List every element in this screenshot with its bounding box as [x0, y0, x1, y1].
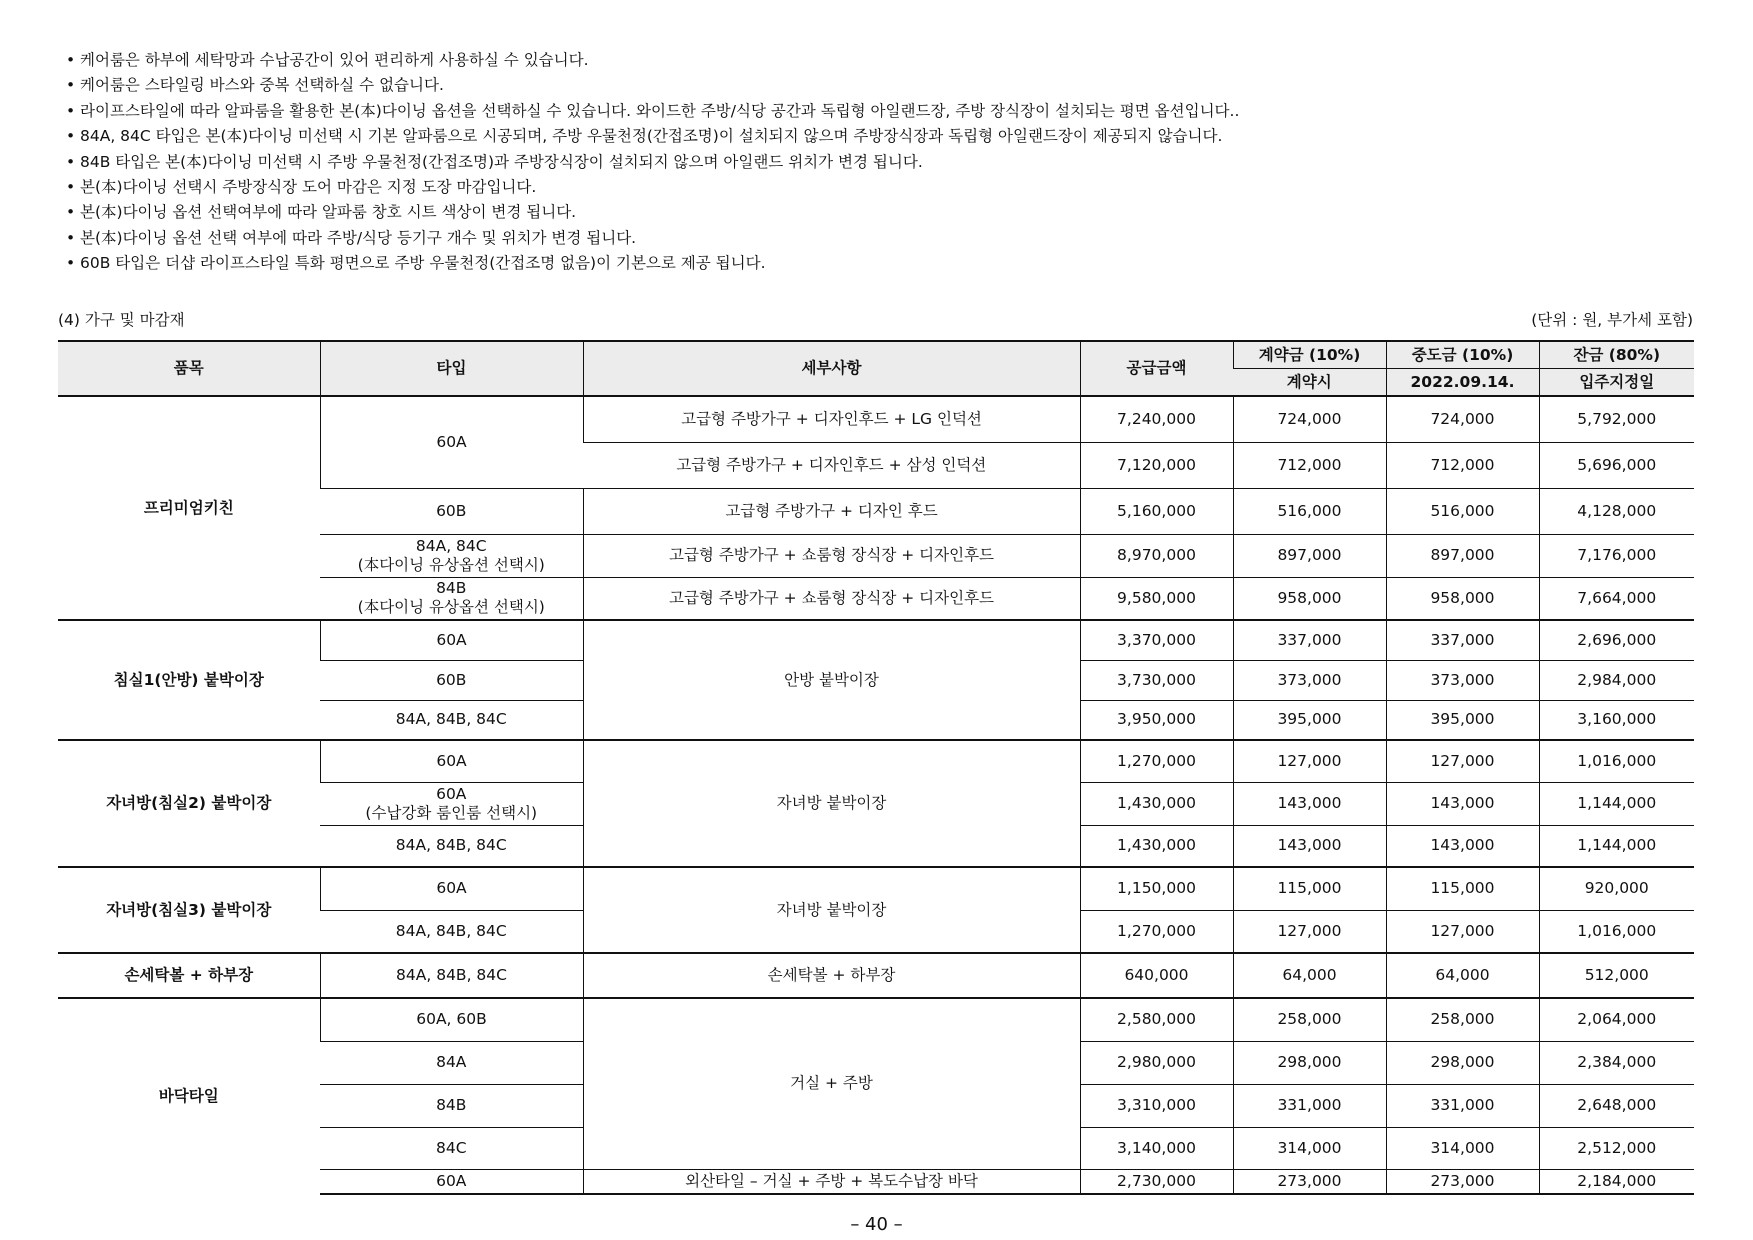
supply-cell: 2,730,000	[1080, 1169, 1233, 1194]
contract-cell: 516,000	[1233, 488, 1386, 534]
balance-cell: 2,384,000	[1539, 1041, 1694, 1084]
type-cell: 84A, 84C (本다이닝 유상옵션 선택시)	[320, 534, 583, 577]
supply-cell: 1,150,000	[1080, 867, 1233, 910]
table-row	[58, 740, 1694, 782]
middle-cell: 273,000	[1386, 1169, 1539, 1194]
bullet-icon: •	[66, 127, 76, 146]
middle-cell: 64,000	[1386, 953, 1539, 998]
balance-cell: 2,512,000	[1539, 1127, 1694, 1169]
supply-cell: 1,430,000	[1080, 782, 1233, 825]
balance-cell: 2,696,000	[1539, 620, 1694, 660]
type-cell: 60A	[320, 740, 583, 782]
bullet-icon: •	[66, 203, 76, 222]
header-type: 타입	[320, 341, 583, 396]
type-cell: 84C	[320, 1127, 583, 1169]
header-contract-when: 계약시	[1233, 369, 1386, 397]
header-item: 품목	[58, 341, 320, 396]
note-item: • 60B 타입은 더샵 라이프스타일 특화 평면으로 주방 우물천정(간접조명 없음)이 기본으로 제공 됩니다.	[66, 251, 1239, 276]
detail-cell: 거실 + 주방	[583, 998, 1080, 1169]
supply-cell: 2,980,000	[1080, 1041, 1233, 1084]
bullet-icon: •	[66, 101, 76, 120]
header-middle-when: 2022.09.14.	[1386, 369, 1539, 397]
supply-cell: 3,310,000	[1080, 1084, 1233, 1127]
table-row	[58, 998, 1694, 1041]
note-item: • 84A, 84C 타입은 본(本)다이닝 미선택 시 기본 알파룸으로 시공되며, 주방 우물천정(간접조명)이 설치되지 않으며 주방장식장과 독립형 아일랜드장이 제공되지 않습니다.	[66, 124, 1239, 149]
supply-cell: 1,270,000	[1080, 740, 1233, 782]
contract-cell: 314,000	[1233, 1127, 1386, 1169]
note-item: • 본(本)다이닝 선택시 주방장식장 도어 마감은 지정 도장 마감입니다.	[66, 175, 1239, 200]
middle-cell: 331,000	[1386, 1084, 1539, 1127]
note-item: • 라이프스타일에 따라 알파룸을 활용한 본(本)다이닝 옵션을 선택하실 수 있습니다. 와이드한 주방/식당 공간과 독립형 아일랜드장, 주방 장식장이 설치되는 평면 옵션입니다..	[66, 99, 1239, 124]
middle-cell: 298,000	[1386, 1041, 1539, 1084]
balance-cell: 1,144,000	[1539, 782, 1694, 825]
contract-cell: 373,000	[1233, 660, 1386, 700]
middle-cell: 958,000	[1386, 577, 1539, 620]
price-table	[58, 340, 1694, 1195]
middle-cell: 127,000	[1386, 910, 1539, 953]
type-cell: 84B (本다이닝 유상옵션 선택시)	[320, 577, 583, 620]
middle-cell: 712,000	[1386, 442, 1539, 488]
contract-cell: 127,000	[1233, 740, 1386, 782]
balance-cell: 2,984,000	[1539, 660, 1694, 700]
bullet-icon: •	[66, 51, 76, 69]
table-row	[58, 620, 1694, 660]
note-item: • 본(本)다이닝 옵션 선택여부에 따라 알파룸 창호 시트 색상이 변경 됩니다.	[66, 200, 1239, 225]
note-item: • 케어룸은 하부에 세탁망과 수납공간이 있어 편리하게 사용하실 수 있습니다.	[66, 48, 1239, 73]
bullet-icon: •	[66, 76, 76, 95]
balance-cell: 920,000	[1539, 867, 1694, 910]
middle-cell: 143,000	[1386, 825, 1539, 867]
supply-cell: 7,240,000	[1080, 396, 1233, 442]
balance-cell: 1,016,000	[1539, 910, 1694, 953]
note-item: • 케어룸은 스타일링 바스와 중복 선택하실 수 없습니다.	[66, 73, 1239, 98]
middle-cell: 897,000	[1386, 534, 1539, 577]
balance-cell: 4,128,000	[1539, 488, 1694, 534]
table-row	[58, 867, 1694, 910]
supply-cell: 1,270,000	[1080, 910, 1233, 953]
balance-cell: 3,160,000	[1539, 700, 1694, 740]
page-number: – 40 –	[850, 1214, 903, 1235]
type-cell: 60B	[320, 660, 583, 700]
type-cell: 84A	[320, 1041, 583, 1084]
header-balance-when: 입주지정일	[1539, 369, 1694, 397]
contract-cell: 115,000	[1233, 867, 1386, 910]
middle-cell: 127,000	[1386, 740, 1539, 782]
table-row	[58, 396, 1694, 442]
contract-cell: 64,000	[1233, 953, 1386, 998]
middle-cell: 337,000	[1386, 620, 1539, 660]
balance-cell: 2,064,000	[1539, 998, 1694, 1041]
item-cell: 프리미엄키친	[143, 498, 234, 517]
balance-cell: 5,792,000	[1539, 396, 1694, 442]
contract-cell: 712,000	[1233, 442, 1386, 488]
detail-cell: 안방 붙박이장	[583, 620, 1080, 740]
detail-cell: 고급형 주방가구 + 디자인 후드	[583, 488, 1080, 534]
middle-cell: 395,000	[1386, 700, 1539, 740]
contract-cell: 143,000	[1233, 782, 1386, 825]
type-cell: 84A, 84B, 84C	[320, 910, 583, 953]
unit-note: (단위 : 원, 부가세 포함)	[1531, 311, 1693, 329]
header-supply: 공급금액	[1080, 341, 1233, 396]
contract-cell: 298,000	[1233, 1041, 1386, 1084]
type-cell: 60B	[320, 488, 583, 534]
contract-cell: 958,000	[1233, 577, 1386, 620]
bullet-icon: •	[66, 228, 76, 247]
contract-cell: 127,000	[1233, 910, 1386, 953]
item-cell: 자녀방(침실3) 붙박이장	[58, 867, 320, 953]
header-row	[58, 341, 1694, 369]
header-contract: 계약금 (10%)	[1233, 341, 1386, 369]
table-row	[58, 953, 1694, 998]
contract-cell: 273,000	[1233, 1169, 1386, 1194]
item-cell: 손세탁볼 + 하부장	[58, 953, 320, 998]
contract-cell: 143,000	[1233, 825, 1386, 867]
detail-cell: 자녀방 붙박이장	[583, 740, 1080, 867]
contract-cell: 258,000	[1233, 998, 1386, 1041]
balance-cell: 2,648,000	[1539, 1084, 1694, 1127]
detail-cell: 자녀방 붙박이장	[583, 867, 1080, 953]
bullet-icon: •	[66, 254, 76, 273]
supply-cell: 1,430,000	[1080, 825, 1233, 867]
type-cell: 84B	[320, 1084, 583, 1127]
supply-cell: 640,000	[1080, 953, 1233, 998]
middle-cell: 143,000	[1386, 782, 1539, 825]
middle-cell: 724,000	[1386, 396, 1539, 442]
supply-cell: 3,370,000	[1080, 620, 1233, 660]
middle-cell: 115,000	[1386, 867, 1539, 910]
balance-cell: 512,000	[1539, 953, 1694, 998]
type-cell: 60A, 60B	[320, 998, 583, 1041]
detail-cell: 고급형 주방가구 + 디자인후드 + LG 인덕션	[583, 396, 1080, 442]
balance-cell: 5,696,000	[1539, 442, 1694, 488]
detail-cell: 고급형 주방가구 + 쇼룸형 장식장 + 디자인후드	[583, 577, 1080, 620]
supply-cell: 3,950,000	[1080, 700, 1233, 740]
section-title: (4) 가구 및 마감재	[58, 311, 185, 329]
balance-cell: 7,176,000	[1539, 534, 1694, 577]
balance-cell: 1,016,000	[1539, 740, 1694, 782]
supply-cell: 3,730,000	[1080, 660, 1233, 700]
type-cell: 84A, 84B, 84C	[320, 700, 583, 740]
supply-cell: 7,120,000	[1080, 442, 1233, 488]
bullet-icon: •	[66, 152, 76, 171]
detail-cell: 외산타일 – 거실 + 주방 + 복도수납장 바닥	[583, 1169, 1080, 1194]
contract-cell: 337,000	[1233, 620, 1386, 660]
notes-list	[66, 48, 1239, 277]
supply-cell: 3,140,000	[1080, 1127, 1233, 1169]
note-item: • 본(本)다이닝 옵션 선택 여부에 따라 주방/식당 등기구 개수 및 위치가 변경 됩니다.	[66, 226, 1239, 251]
item-cell: 자녀방(침실2) 붙박이장	[58, 740, 320, 867]
bullet-icon: •	[66, 177, 76, 196]
type-cell: 60A	[320, 396, 583, 488]
contract-cell: 724,000	[1233, 396, 1386, 442]
balance-cell: 7,664,000	[1539, 577, 1694, 620]
detail-cell: 고급형 주방가구 + 쇼룸형 장식장 + 디자인후드	[583, 534, 1080, 577]
contract-cell: 897,000	[1233, 534, 1386, 577]
header-balance: 잔금 (80%)	[1539, 341, 1694, 369]
type-cell: 60A	[320, 1169, 583, 1194]
type-cell: 84A, 84B, 84C	[320, 953, 583, 998]
type-cell: 84A, 84B, 84C	[320, 825, 583, 867]
supply-cell: 5,160,000	[1080, 488, 1233, 534]
middle-cell: 516,000	[1386, 488, 1539, 534]
supply-cell: 8,970,000	[1080, 534, 1233, 577]
header-detail: 세부사항	[583, 341, 1080, 396]
middle-cell: 258,000	[1386, 998, 1539, 1041]
supply-cell: 9,580,000	[1080, 577, 1233, 620]
contract-cell: 331,000	[1233, 1084, 1386, 1127]
item-cell: 침실1(안방) 붙박이장	[58, 620, 320, 740]
detail-cell: 고급형 주방가구 + 디자인후드 + 삼성 인덕션	[583, 442, 1080, 488]
type-cell: 60A	[320, 867, 583, 910]
balance-cell: 2,184,000	[1539, 1169, 1694, 1194]
middle-cell: 373,000	[1386, 660, 1539, 700]
contract-cell: 395,000	[1233, 700, 1386, 740]
note-item: • 84B 타입은 본(本)다이닝 미선택 시 주방 우물천정(간접조명)과 주방장식장이 설치되지 않으며 아일랜드 위치가 변경 됩니다.	[66, 150, 1239, 175]
header-middle: 중도금 (10%)	[1386, 341, 1539, 369]
type-cell: 60A (수납강화 룸인룸 선택시)	[320, 782, 583, 825]
type-cell: 60A	[320, 620, 583, 660]
balance-cell: 1,144,000	[1539, 825, 1694, 867]
middle-cell: 314,000	[1386, 1127, 1539, 1169]
item-cell: 바닥타일	[58, 998, 320, 1194]
detail-cell: 손세탁볼 + 하부장	[583, 953, 1080, 998]
supply-cell: 2,580,000	[1080, 998, 1233, 1041]
